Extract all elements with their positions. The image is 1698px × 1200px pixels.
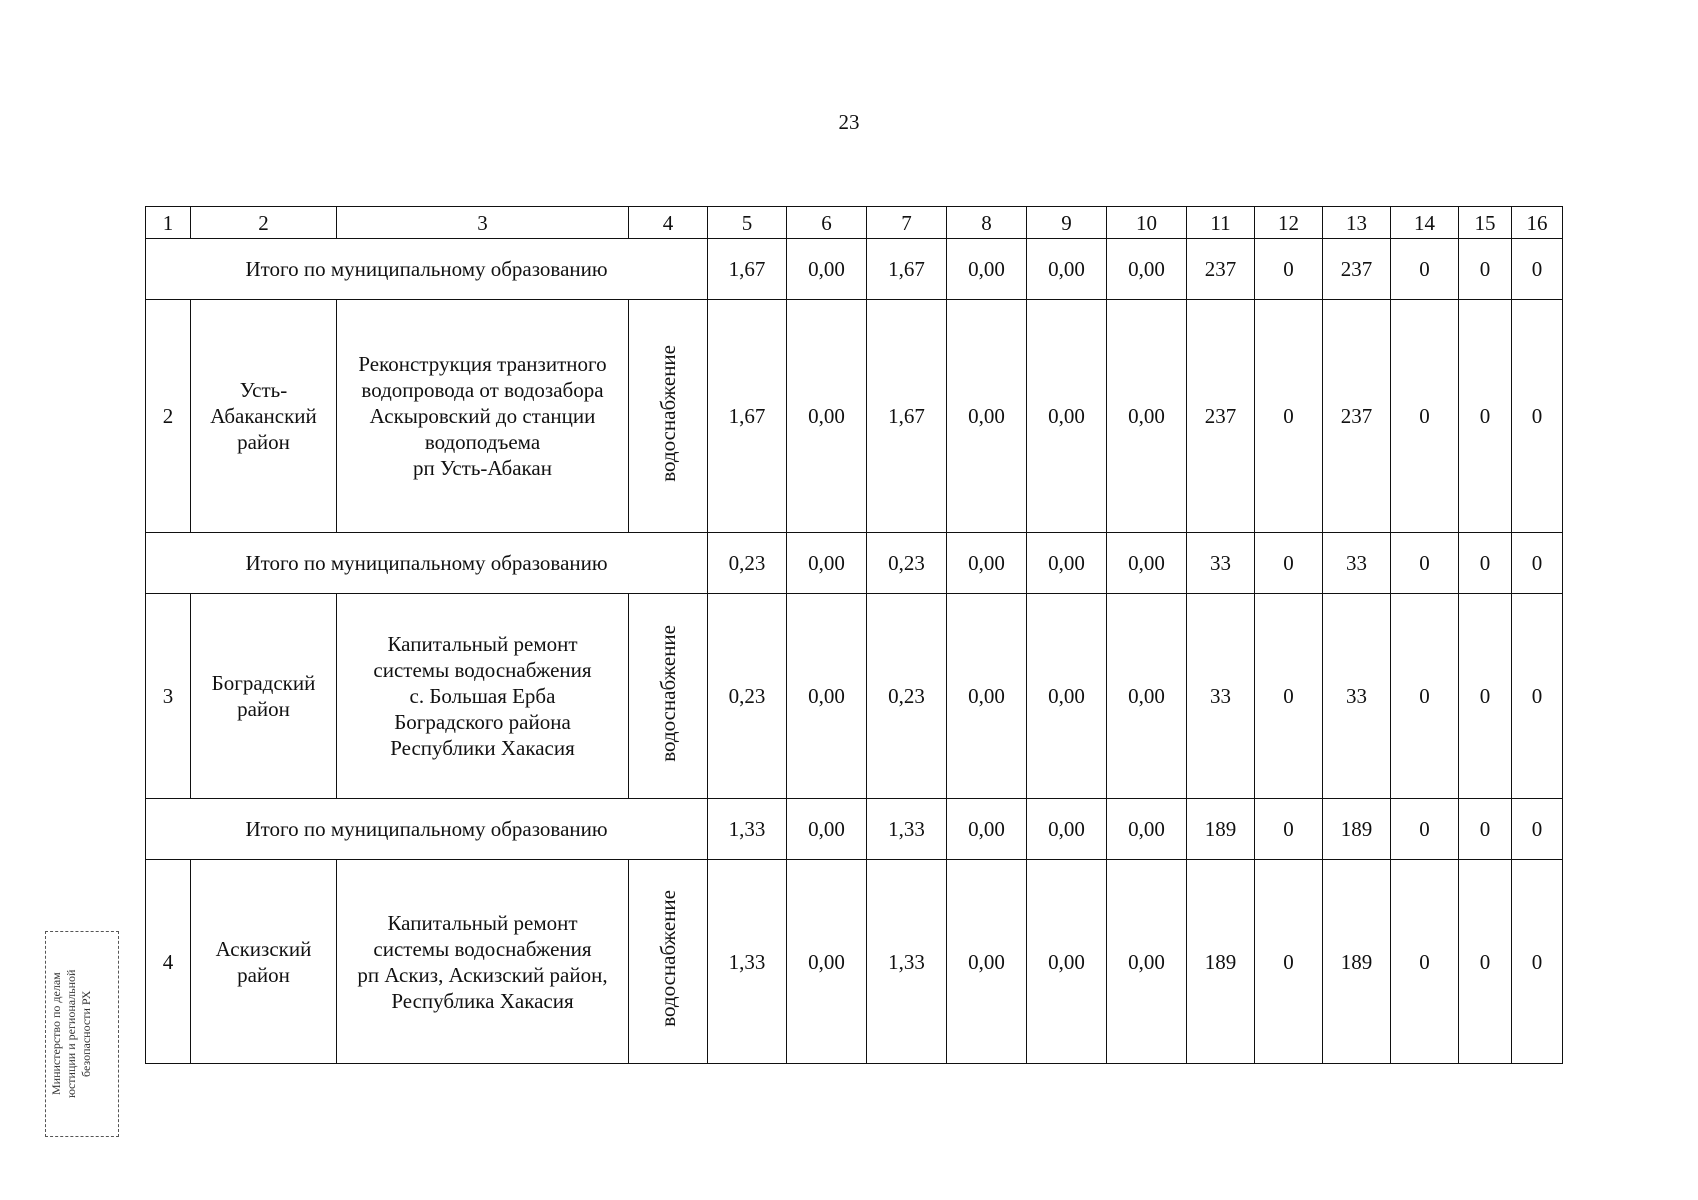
district-cell [191,300,337,533]
data-table [145,206,1563,1064]
column-number: 14 [1391,207,1459,239]
column-number: 8 [947,207,1027,239]
registration-stamp [45,931,119,1137]
project-line: рп Аскиз, Аскизский район, [357,962,608,987]
project-line: Реконструкция транзитного [358,352,607,376]
row-value: 1,33 [708,860,787,1064]
total-value: 0 [1391,533,1459,594]
row-value: 0,00 [947,594,1027,799]
row-value: 0,23 [708,594,787,799]
row-value: 0,00 [1027,860,1107,1064]
total-value: 0,00 [1107,799,1187,860]
column-number: 9 [1027,207,1107,239]
row-value: 237 [1323,300,1391,533]
row-value: 0,00 [787,594,867,799]
stamp-line: Министерство по делам [49,972,63,1096]
district-line: Абаканский [210,404,317,428]
total-value: 189 [1323,799,1391,860]
column-number: 11 [1187,207,1255,239]
total-value: 0,00 [787,239,867,300]
total-value: 0 [1255,533,1323,594]
row-number: 3 [146,594,191,799]
row-value: 1,67 [867,300,947,533]
district-line: район [237,430,290,454]
row-value: 0 [1255,300,1323,533]
project-line: Аскыровский до станции [369,404,596,428]
row-value: 0 [1255,860,1323,1064]
total-value: 33 [1187,533,1255,594]
row-value: 0 [1459,300,1512,533]
project-line: Республика Хакасия [391,988,574,1013]
column-number: 2 [191,207,337,239]
type-cell [629,860,708,1064]
row-value: 0,00 [1107,594,1187,799]
total-value: 0,00 [1027,239,1107,300]
row-value: 0 [1391,860,1459,1064]
total-value: 237 [1187,239,1255,300]
total-value: 0 [1459,799,1512,860]
row-value: 0,00 [787,300,867,533]
column-number: 7 [867,207,947,239]
district-line: Аскизский [215,936,312,961]
row-value: 237 [1187,300,1255,533]
column-number-row [146,207,1563,239]
type-label: водоснабжение [656,344,680,482]
stamp-text [49,936,115,1132]
total-value: 0 [1512,533,1563,594]
row-value: 0,00 [947,300,1027,533]
row-value: 189 [1323,860,1391,1064]
column-number: 1 [146,207,191,239]
total-value: 189 [1187,799,1255,860]
type-label: водоснабжение [656,890,680,1027]
total-value: 0,00 [787,799,867,860]
row-value: 0,00 [1107,300,1187,533]
total-value: 1,33 [867,799,947,860]
row-value: 0 [1459,860,1512,1064]
column-number: 16 [1512,207,1563,239]
project-line: водопровода от водозабора [361,378,604,402]
row-value: 0,23 [867,594,947,799]
row-value: 0 [1459,594,1512,799]
project-line: Капитальный ремонт [387,910,578,935]
project-row [146,860,1563,1064]
total-label: Итого по муниципальному образованию [146,799,708,860]
row-value: 0 [1391,594,1459,799]
column-number: 10 [1107,207,1187,239]
stamp-line: юстиции и региональной [64,969,78,1099]
district-line: район [237,962,290,987]
total-value: 0 [1391,239,1459,300]
row-value: 0,00 [787,860,867,1064]
project-cell [337,594,629,799]
project-line: системы водоснабжения [373,658,592,682]
municipal-total-row [146,239,1563,300]
total-value: 0 [1255,799,1323,860]
total-value: 0 [1459,239,1512,300]
row-value: 0,00 [1027,594,1107,799]
total-value: 0 [1512,799,1563,860]
project-line: Боградского района [394,710,571,734]
district-line: Боградский [211,671,316,695]
project-line: с. Большая Ерба [409,684,556,708]
row-value: 189 [1187,860,1255,1064]
district-line: Усть- [239,378,288,402]
total-value: 0,00 [947,533,1027,594]
column-number: 5 [708,207,787,239]
page-number: 23 [838,110,860,134]
table-body [146,207,1563,1064]
type-cell [629,300,708,533]
district-line: район [237,697,290,721]
total-value: 0,23 [708,533,787,594]
row-value: 0 [1255,594,1323,799]
project-cell [337,300,629,533]
column-number: 15 [1459,207,1512,239]
row-value: 0,00 [947,860,1027,1064]
total-value: 0,00 [947,239,1027,300]
project-line: системы водоснабжения [373,936,592,961]
total-value: 0 [1391,799,1459,860]
row-value: 0 [1391,300,1459,533]
total-value: 0 [1459,533,1512,594]
row-value: 33 [1323,594,1391,799]
project-row [146,594,1563,799]
project-line: Капитальный ремонт [387,632,578,656]
row-value: 1,67 [708,300,787,533]
column-number: 6 [787,207,867,239]
total-value: 1,33 [708,799,787,860]
total-value: 1,67 [708,239,787,300]
district-cell [191,860,337,1064]
district-cell [191,594,337,799]
project-line: рп Усть-Абакан [413,456,552,480]
column-number: 13 [1323,207,1391,239]
row-number: 2 [146,300,191,533]
total-value: 0,00 [947,799,1027,860]
type-cell [629,594,708,799]
stamp-line: безопасности РХ [79,990,93,1078]
project-cell [337,860,629,1064]
total-value: 0,00 [787,533,867,594]
row-value: 0 [1512,594,1563,799]
total-value: 0,00 [1107,239,1187,300]
row-value: 0 [1512,300,1563,533]
total-value: 237 [1323,239,1391,300]
total-label: Итого по муниципальному образованию [146,239,708,300]
row-value: 0,00 [1027,300,1107,533]
total-value: 0 [1255,239,1323,300]
row-value: 1,33 [867,860,947,1064]
row-value: 0 [1512,860,1563,1064]
row-value: 33 [1187,594,1255,799]
total-value: 0 [1512,239,1563,300]
municipal-total-row [146,799,1563,860]
municipal-total-row [146,533,1563,594]
project-line: Республики Хакасия [390,736,575,760]
project-line: водоподъема [424,430,541,454]
row-value: 0,00 [1107,860,1187,1064]
total-value: 1,67 [867,239,947,300]
total-label: Итого по муниципальному образованию [146,533,708,594]
total-value: 0,00 [1027,533,1107,594]
row-number: 4 [146,860,191,1064]
total-value: 0,23 [867,533,947,594]
project-row [146,300,1563,533]
total-value: 33 [1323,533,1391,594]
column-number: 4 [629,207,708,239]
type-label: водоснабжение [656,624,680,762]
total-value: 0,00 [1027,799,1107,860]
column-number: 12 [1255,207,1323,239]
total-value: 0,00 [1107,533,1187,594]
column-number: 3 [337,207,629,239]
